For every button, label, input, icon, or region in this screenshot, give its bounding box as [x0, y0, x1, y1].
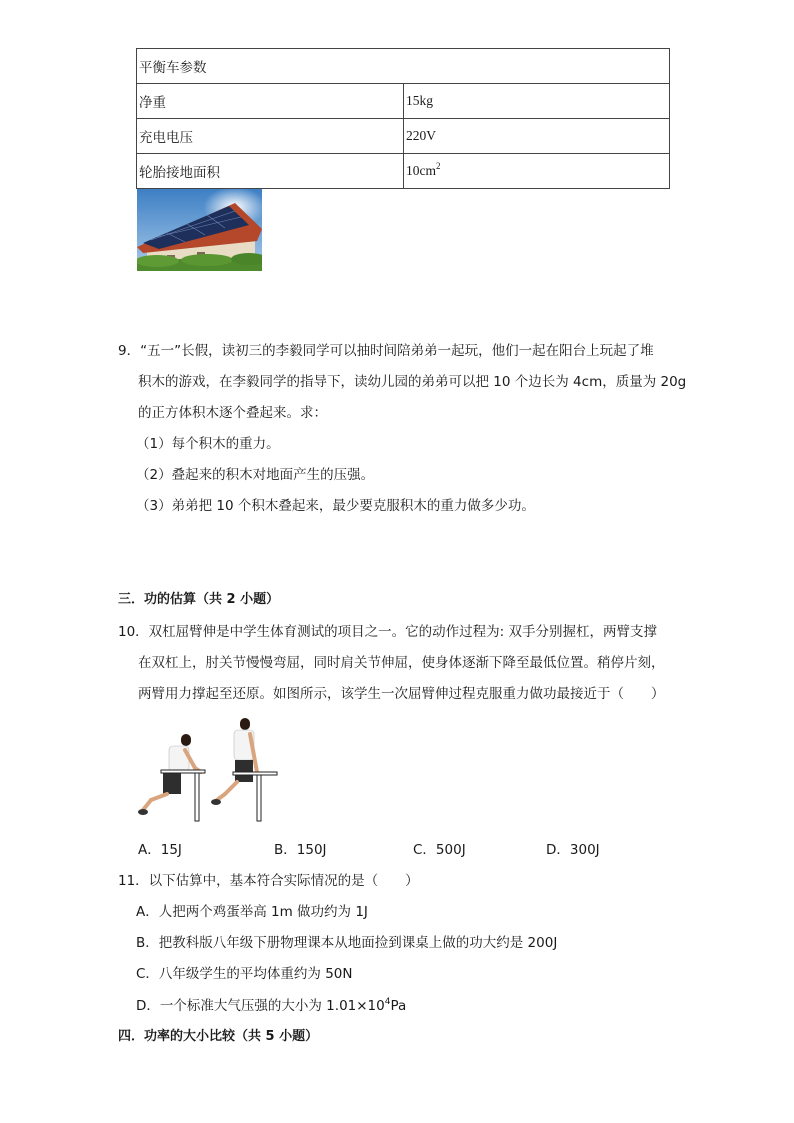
table-row [137, 119, 670, 154]
table-row [137, 49, 670, 84]
table-value-cell: 15kg [404, 84, 670, 119]
q10-option-a: A．15J [138, 842, 182, 858]
q11-option-b: B．把教科版八年级下册物理课本从地面捡到课桌上做的功大约是 200J [136, 935, 558, 951]
q9-line-2: 积木的游戏，在李毅同学的指导下，读幼儿园的弟弟可以把 10 个边长为 4cm，质量为 20g [138, 374, 687, 390]
section-heading-3: 三．功的估算（共 2 小题） [118, 592, 280, 607]
table-row [137, 154, 670, 189]
person-raised [211, 718, 257, 805]
q10-line-3: 两臂用力撑起至还原。如图所示，该学生一次屈臂伸过程克服重力做功最接近于（ ） [138, 686, 665, 702]
q9-line-3: 的正方体积木逐个叠起来。求： [138, 405, 327, 421]
person-lowered [138, 734, 201, 815]
q11-stem: 11．以下估算中，基本符合实际情况的是（ ） [118, 873, 419, 889]
table-label-cell: 轮胎接地面积 [137, 154, 404, 189]
parallel-bars-figure [137, 716, 282, 826]
q9-sub-3: （3）弟弟把 10 个积木叠起来，最少要克服积木的重力做多少功。 [136, 498, 535, 514]
q9-sub-1: （1）每个积木的重力。 [136, 436, 280, 452]
section-heading-4: 四．功率的大小比较（共 5 小题） [118, 1029, 319, 1044]
table-label-cell: 净重 [137, 84, 404, 119]
q10-option-c: C．500J [413, 842, 466, 858]
q10-line-1: 10．双杠屈臂伸是中学生体育测试的项目之一。它的动作过程为: 双手分别握杠，两臂支撑 [118, 624, 658, 640]
q9-line-1: 9．“五一”长假，读初三的李毅同学可以抽时间陪弟弟一起玩，他们一起在阳台上玩起了堆 [118, 343, 654, 359]
q11-option-d: D．一个标准大气压强的大小为 $1.01\times 10^4Pa$ [136, 997, 407, 1014]
q9-sub-2: （2）叠起来的积木对地面产生的压强。 [136, 467, 375, 483]
table-header-cell: 平衡车参数 [137, 49, 670, 84]
q10-option-d: D．300J [546, 842, 600, 858]
q11-option-c: C．八年级学生的平均体重约为 50N [136, 966, 353, 982]
table-value-cell: $10cm^2$ [404, 154, 670, 189]
table-label-cell: 充电电压 [137, 119, 404, 154]
parameter-table [136, 48, 670, 189]
q11-option-a: A．人把两个鸡蛋举高 1m 做功约为 1J [136, 904, 368, 920]
q10-option-b: B．150J [274, 842, 327, 858]
table-row [137, 84, 670, 119]
table-value-cell: 220V [404, 119, 670, 154]
solar-panel-roof-image [137, 189, 262, 271]
q10-line-2: 在双杠上，肘关节慢慢弯屈，同时肩关节伸屈，使身体逐渐下降至最低位置。稍停片刻， [138, 655, 665, 671]
